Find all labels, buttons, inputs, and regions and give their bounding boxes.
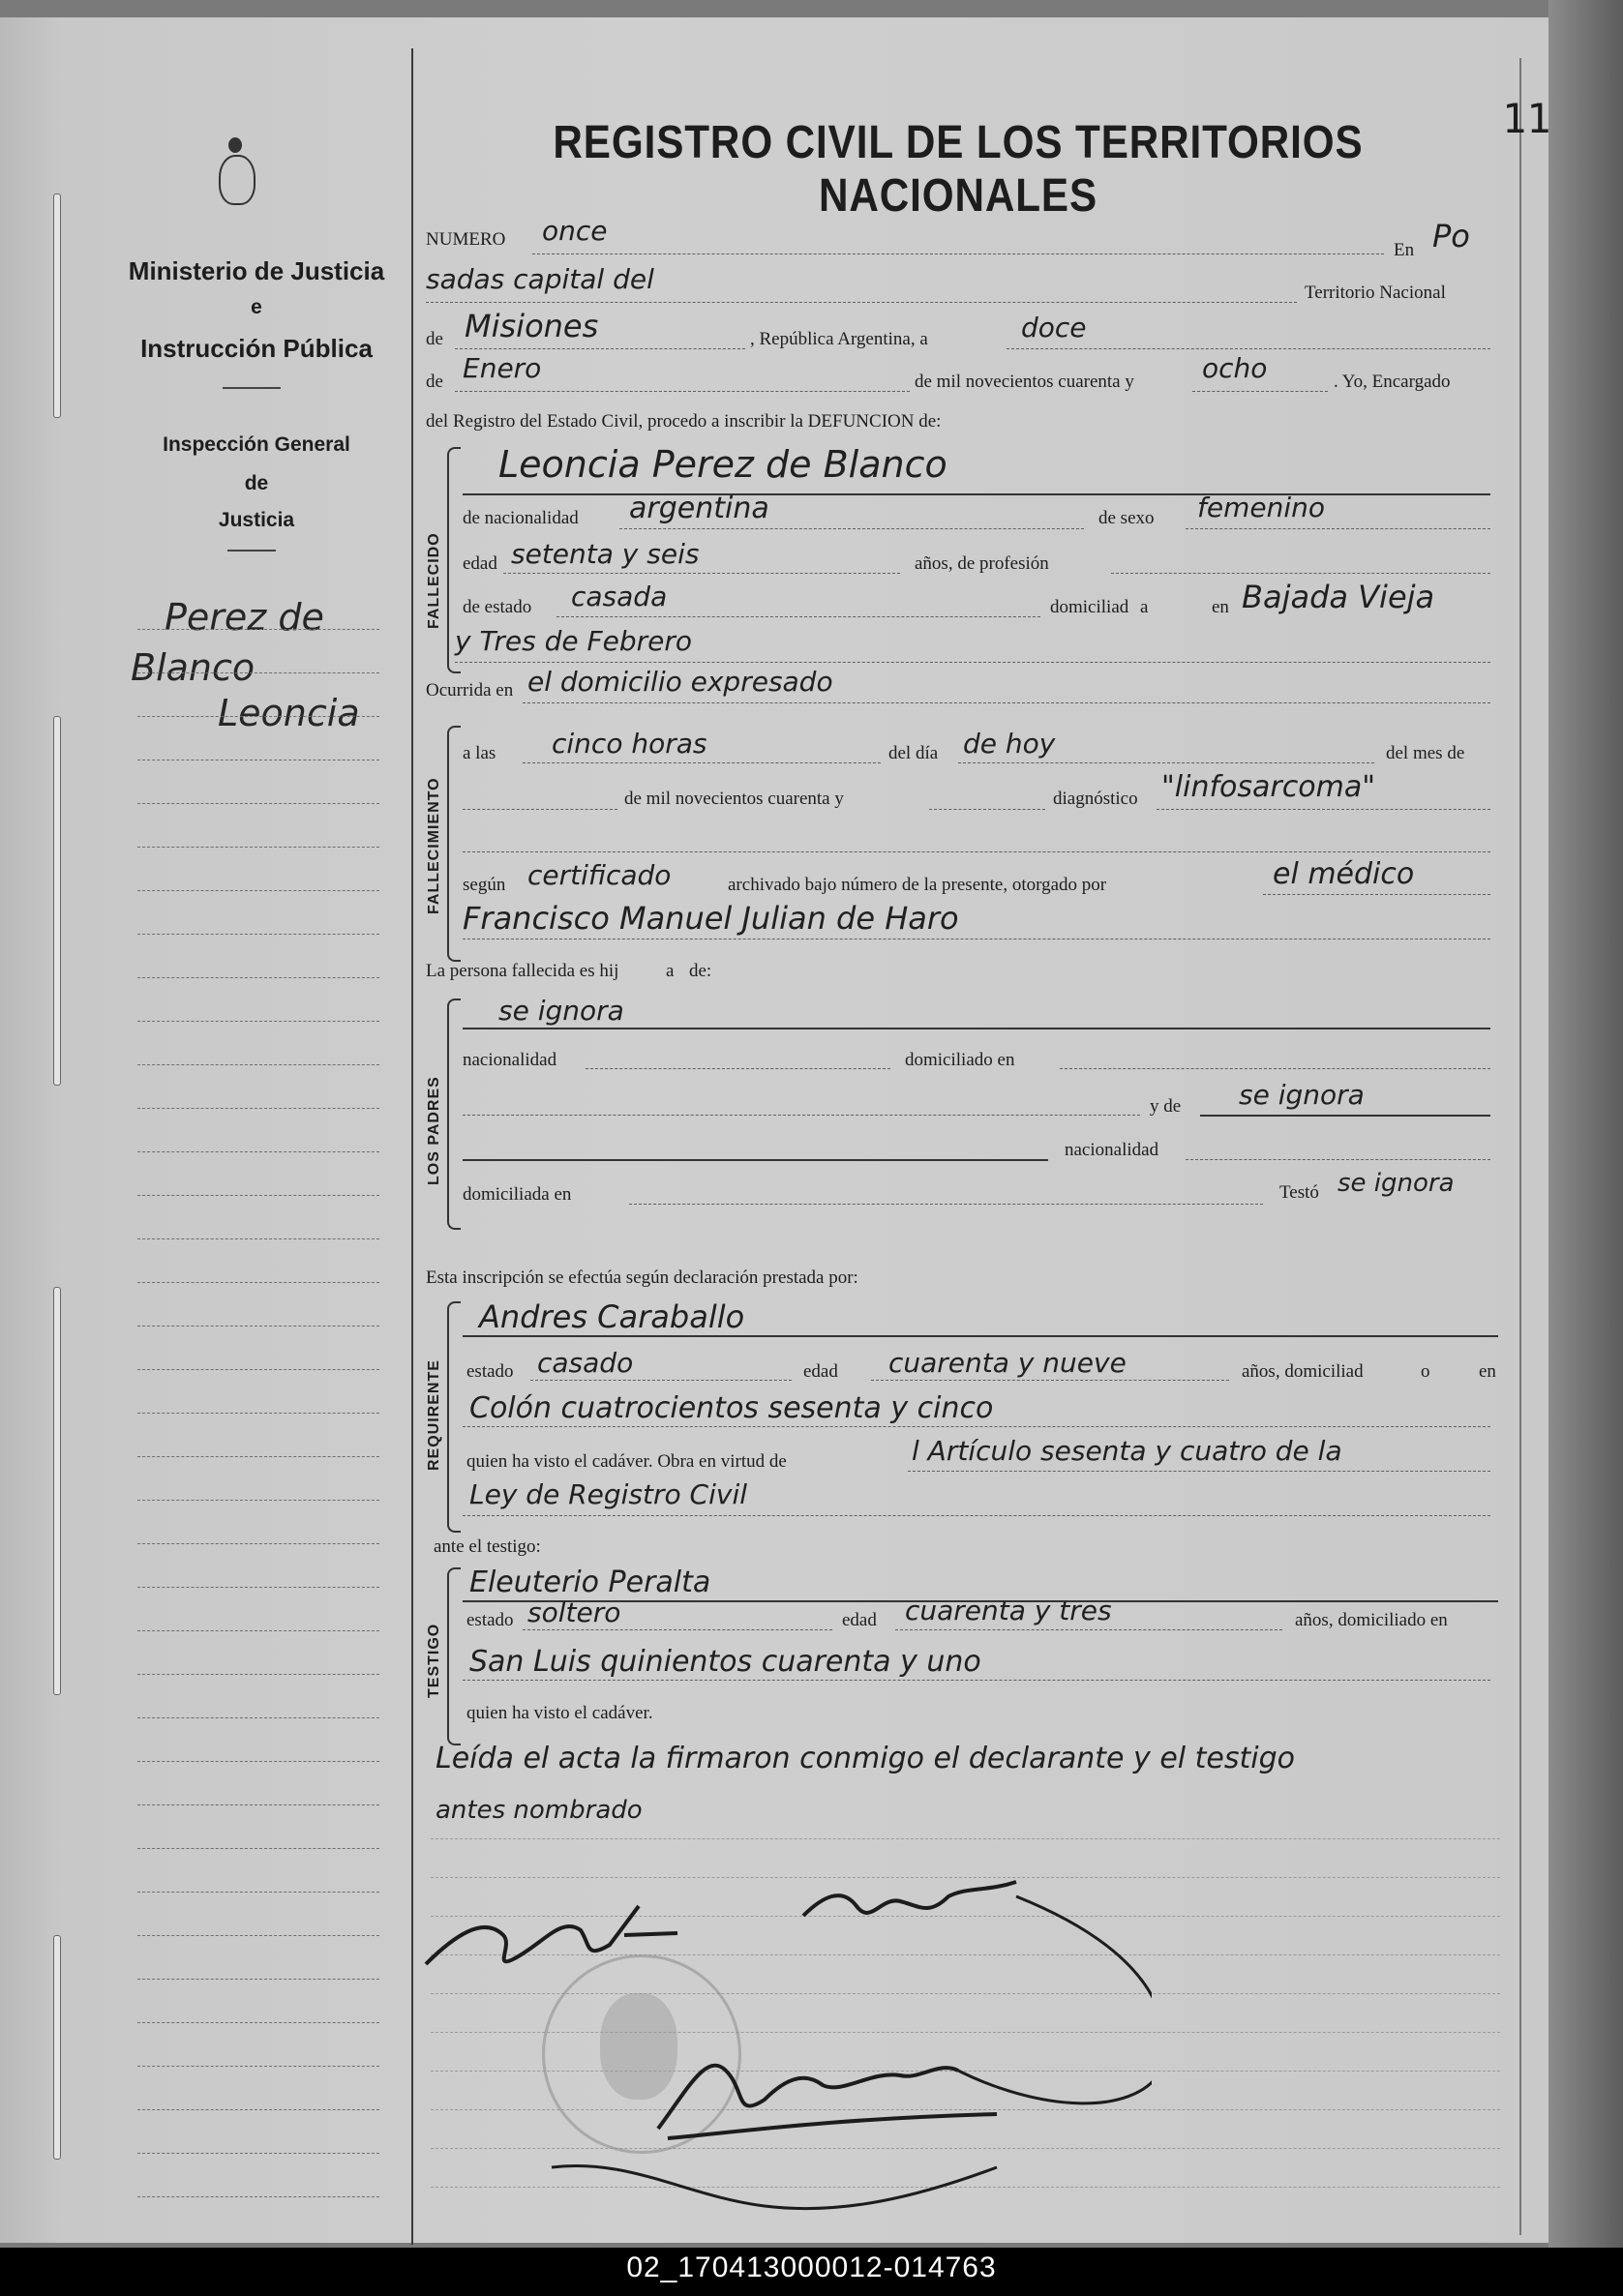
stub-ruled-line bbox=[137, 1238, 379, 1239]
dotted-line bbox=[455, 391, 910, 392]
numero-label: NUMERO bbox=[426, 229, 506, 250]
dotted-line bbox=[455, 348, 745, 349]
page-title: REGISTRO CIVIL DE LOS TERRITORIOS NACIONALES bbox=[553, 117, 1364, 222]
stub-ruled-line bbox=[137, 1848, 379, 1849]
dotted-line bbox=[523, 1629, 832, 1630]
image-id: 02_170413000012-014763 bbox=[626, 2251, 997, 2283]
inscripcion-label: Esta inscripción se efectúa según declaración prestada por: bbox=[426, 1267, 858, 1288]
dotted-line bbox=[908, 1471, 1490, 1472]
name-underline bbox=[463, 1335, 1498, 1337]
stub-ruled-line bbox=[137, 803, 379, 804]
padres-side-label: LOS PADRES bbox=[426, 1076, 442, 1185]
testigo-edad-value: cuarenta y tres bbox=[905, 1595, 1112, 1626]
stub-ruled-line bbox=[137, 1935, 379, 1936]
requirente-anos-suffix: o bbox=[1421, 1361, 1430, 1382]
dotted-line bbox=[929, 809, 1045, 810]
stub-ruled-line bbox=[137, 934, 379, 935]
dotted-line bbox=[532, 253, 1384, 254]
testo-value: se ignora bbox=[1337, 1169, 1455, 1198]
witness-signature bbox=[803, 1882, 1016, 1916]
stub-ruled-line bbox=[137, 977, 379, 978]
madre-value: se ignora bbox=[1239, 1079, 1365, 1111]
requirente-en-label: en bbox=[1479, 1361, 1496, 1382]
testo-label: Testó bbox=[1279, 1182, 1319, 1203]
stub-ruled-line bbox=[137, 1282, 379, 1283]
stub-ruled-line bbox=[137, 2196, 379, 2197]
dotted-line bbox=[463, 851, 1490, 852]
sexo-value: femenino bbox=[1197, 492, 1325, 523]
place-value-b: sadas capital del bbox=[426, 263, 654, 295]
domicilio-value-b: y Tres de Febrero bbox=[455, 625, 693, 657]
yo-label: . Yo, Encargado bbox=[1334, 372, 1451, 392]
numero-value: once bbox=[542, 215, 608, 247]
stub-rule bbox=[227, 550, 276, 552]
binding-stitch bbox=[53, 716, 61, 1086]
edad-label: edad bbox=[463, 553, 497, 574]
stub-ruled-line bbox=[137, 716, 379, 717]
archivado-label: archivado bajo número de la presente, otorgado por bbox=[728, 875, 1107, 895]
dotted-line bbox=[523, 762, 881, 763]
stub-name-line2: Blanco bbox=[131, 646, 255, 689]
dotted-line bbox=[1186, 1159, 1490, 1160]
stub-ruled-line bbox=[137, 1892, 379, 1893]
testigo-brace bbox=[447, 1567, 461, 1745]
stub-ruled-line bbox=[137, 1413, 379, 1414]
dotted-line bbox=[463, 1426, 1490, 1427]
y-de-label: y de bbox=[1150, 1096, 1182, 1117]
testigo-side-label: TESTIGO bbox=[426, 1623, 442, 1698]
dotted-line bbox=[958, 762, 1374, 763]
main-ruled-line bbox=[431, 1838, 1500, 1839]
stub-ruled-line bbox=[137, 1456, 379, 1457]
obra-value-a: l Artículo sesenta y cuatro de la bbox=[912, 1435, 1342, 1467]
padre-nacionalidad-label: nacionalidad bbox=[463, 1050, 557, 1070]
estado-label: de estado bbox=[463, 597, 532, 617]
requirente-domicilio: Colón cuatrocientos sesenta y cinco bbox=[469, 1391, 994, 1425]
closing-line1: Leída el acta la firmaron conmigo el declarante y el testigo bbox=[436, 1742, 1296, 1775]
requirente-side-label: REQUIRENTE bbox=[426, 1359, 442, 1471]
stub-ruled-line bbox=[137, 1369, 379, 1370]
domiciliad-label: domiciliad bbox=[1050, 597, 1129, 617]
dotted-line bbox=[523, 702, 1490, 703]
name-underline bbox=[463, 1159, 1048, 1161]
stub-ruled-line bbox=[137, 1761, 379, 1762]
testigo-cadaver-label: quien ha visto el cadáver. bbox=[466, 1703, 653, 1723]
coat-of-arms-icon bbox=[228, 137, 242, 153]
dia-label: del día bbox=[888, 743, 939, 763]
de2-label: de bbox=[426, 372, 443, 392]
dotted-line bbox=[586, 1068, 890, 1069]
name-underline bbox=[1200, 1115, 1490, 1117]
dotted-line bbox=[463, 809, 617, 810]
ocurrida-label: Ocurrida en bbox=[426, 680, 514, 701]
horas-value: cinco horas bbox=[552, 728, 707, 760]
dotted-line bbox=[426, 302, 1297, 303]
inspection-line1: Inspección General bbox=[163, 433, 350, 456]
stub-ruled-line bbox=[137, 1543, 379, 1544]
page-number: 11 bbox=[1502, 95, 1551, 142]
padre-domicilio-label: domiciliado en bbox=[905, 1050, 1015, 1070]
testigo-intro-label: ante el testigo: bbox=[434, 1536, 541, 1557]
testigo-edad-label: edad bbox=[842, 1610, 877, 1630]
fallecimiento-side-label: FALLECIMIENTO bbox=[426, 777, 442, 914]
dotted-line bbox=[629, 1204, 1263, 1205]
hijo-suffix: a bbox=[666, 961, 675, 981]
ministry-line3: Instrucción Pública bbox=[140, 334, 373, 363]
a-las-label: a las bbox=[463, 743, 496, 763]
mil-label: de mil novecientos cuarenta y bbox=[624, 789, 844, 809]
diagnostico-label: diagnóstico bbox=[1053, 789, 1138, 809]
mes-label: del mes de bbox=[1386, 743, 1465, 763]
testigo-anos-label: años, domiciliado en bbox=[1295, 1610, 1448, 1630]
padre-value: se ignora bbox=[498, 995, 624, 1027]
dotted-line bbox=[1007, 348, 1490, 349]
domiciliad-suffix: a bbox=[1140, 597, 1149, 617]
domicilio-value-a: Bajada Vieja bbox=[1242, 579, 1435, 615]
binding-stitch bbox=[53, 1935, 61, 2160]
estado-value: casada bbox=[571, 581, 668, 612]
edad-value: setenta y seis bbox=[511, 538, 700, 570]
dia-value: de hoy bbox=[963, 728, 1056, 760]
territorio-label: Territorio Nacional bbox=[1305, 283, 1446, 303]
month-value: Enero bbox=[463, 352, 542, 384]
obra-value-b: Ley de Registro Civil bbox=[469, 1478, 747, 1510]
stub-ruled-line bbox=[137, 629, 379, 630]
stub-divider bbox=[411, 48, 413, 2245]
madre-nacionalidad-label: nacionalidad bbox=[1065, 1140, 1159, 1160]
diagnostico-value: "linfosarcoma" bbox=[1161, 770, 1376, 804]
republica-label: , República Argentina, a bbox=[750, 329, 928, 349]
segun-label: según bbox=[463, 875, 506, 895]
coat-of-arms-shield-icon bbox=[219, 155, 255, 205]
inspection-line3: Justicia bbox=[218, 509, 295, 531]
stub-name-line1: Perez de bbox=[165, 596, 324, 639]
dotted-line bbox=[1111, 573, 1490, 574]
fallecimiento-brace bbox=[447, 726, 461, 962]
territorio-value: Misiones bbox=[465, 308, 599, 344]
dotted-line bbox=[556, 616, 1040, 617]
requirente-edad-label: edad bbox=[803, 1361, 838, 1382]
inspection-line2: de bbox=[244, 472, 269, 494]
dotted-line bbox=[1192, 391, 1328, 392]
day-value: doce bbox=[1021, 312, 1087, 343]
stub-ruled-line bbox=[137, 2153, 379, 2154]
anos-label: años, de profesión bbox=[915, 553, 1049, 574]
stub-ruled-line bbox=[137, 1064, 379, 1065]
officer-signature-flourish bbox=[552, 2165, 997, 2208]
stub-ruled-line bbox=[137, 1587, 379, 1588]
binding-stitch bbox=[53, 194, 61, 418]
signatures bbox=[416, 1877, 1152, 2235]
en-label: en bbox=[1212, 597, 1229, 617]
requirente-estado-value: casado bbox=[537, 1347, 634, 1379]
mil-label: de mil novecientos cuarenta y bbox=[915, 372, 1134, 392]
de-label: de bbox=[426, 329, 443, 349]
testigo-name: Eleuterio Peralta bbox=[469, 1565, 711, 1599]
nacionalidad-value: argentina bbox=[629, 492, 769, 525]
requirente-anos-label: años, domiciliad bbox=[1242, 1361, 1364, 1382]
stub-ruled-line bbox=[137, 847, 379, 848]
dotted-line bbox=[1186, 528, 1490, 529]
closing-line2: antes nombrado bbox=[436, 1796, 643, 1825]
stub-ruled-line bbox=[137, 1979, 379, 1980]
medico-value: Francisco Manuel Julian de Haro bbox=[463, 900, 959, 937]
stub-ruled-line bbox=[137, 1674, 379, 1675]
fallecido-name: Leoncia Perez de Blanco bbox=[498, 443, 947, 486]
stub-ruled-line bbox=[137, 1151, 379, 1152]
signature-flourish bbox=[958, 1896, 1152, 2103]
stub-ruled-line bbox=[137, 890, 379, 891]
dotted-line bbox=[619, 528, 1084, 529]
stub-ruled-line bbox=[137, 2109, 379, 2110]
stub-ruled-line bbox=[137, 2066, 379, 2067]
stub-ruled-line bbox=[137, 1195, 379, 1196]
dotted-line bbox=[895, 1629, 1282, 1630]
nacionalidad-label: de nacionalidad bbox=[463, 508, 579, 528]
madre-domicilio-label: domiciliada en bbox=[463, 1184, 572, 1205]
en-label: En bbox=[1394, 240, 1415, 260]
ministry-line1: Ministerio de Justicia bbox=[128, 256, 385, 285]
hijo-de-label: de: bbox=[689, 961, 712, 981]
padres-brace bbox=[447, 999, 461, 1230]
stub-ruled-line bbox=[137, 1021, 379, 1022]
dotted-line bbox=[1060, 1068, 1490, 1069]
name-underline bbox=[463, 1028, 1490, 1029]
right-margin-line bbox=[1519, 58, 1521, 2235]
dotted-line bbox=[463, 1515, 1490, 1516]
fallecido-side-label: FALLECIDO bbox=[426, 532, 442, 629]
place-value-a: Po bbox=[1432, 218, 1470, 254]
testigo-domicilio: San Luis quinientos cuarenta y uno bbox=[469, 1645, 981, 1679]
dotted-line bbox=[530, 1380, 792, 1381]
cadaver-label: quien ha visto el cadáver. Obra en virtud de bbox=[466, 1451, 787, 1472]
hijo-label: La persona fallecida es hij bbox=[426, 961, 619, 981]
stub-name-line3: Leoncia bbox=[218, 692, 360, 734]
stub-ruled-line bbox=[137, 1108, 379, 1109]
stub-ruled-line bbox=[137, 1326, 379, 1327]
dotted-line bbox=[871, 1380, 1229, 1381]
requirente-estado-label: estado bbox=[466, 1361, 514, 1382]
registro-text: del Registro del Estado Civil, procedo a inscribir la DEFUNCION de: bbox=[426, 411, 942, 432]
certificado-value: certificado bbox=[527, 859, 672, 891]
requirente-brace bbox=[447, 1301, 461, 1533]
dotted-line bbox=[1157, 809, 1490, 810]
dotted-line bbox=[503, 573, 900, 574]
dotted-line bbox=[463, 1680, 1490, 1681]
stub-ruled-line bbox=[137, 1804, 379, 1805]
dotted-line bbox=[1263, 894, 1490, 895]
ocurrida-value: el domicilio expresado bbox=[527, 666, 833, 698]
name-underline bbox=[463, 493, 1490, 495]
stub-ruled-line bbox=[137, 1630, 379, 1631]
dotted-line bbox=[455, 662, 1490, 663]
ministry-line2: e bbox=[251, 296, 262, 318]
stub-ruled-line bbox=[137, 1717, 379, 1718]
officer-signature bbox=[658, 2066, 997, 2138]
book-edge bbox=[1548, 0, 1623, 2296]
dotted-line bbox=[463, 1115, 1140, 1116]
year-value: ocho bbox=[1202, 352, 1268, 384]
requirente-name: Andres Caraballo bbox=[479, 1298, 745, 1335]
declarant-signature bbox=[426, 1906, 677, 1964]
testigo-estado-label: estado bbox=[466, 1610, 514, 1630]
sexo-label: de sexo bbox=[1098, 508, 1155, 528]
otorgado-value: el médico bbox=[1273, 857, 1415, 891]
requirente-edad-value: cuarenta y nueve bbox=[888, 1347, 1127, 1379]
stub-ruled-line bbox=[137, 672, 379, 673]
stub-ruled-line bbox=[137, 1500, 379, 1501]
stub-rule bbox=[223, 387, 281, 389]
binding-stitch bbox=[53, 1287, 61, 1695]
testigo-estado-value: soltero bbox=[527, 1596, 621, 1628]
stub-ruled-line bbox=[137, 2022, 379, 2023]
